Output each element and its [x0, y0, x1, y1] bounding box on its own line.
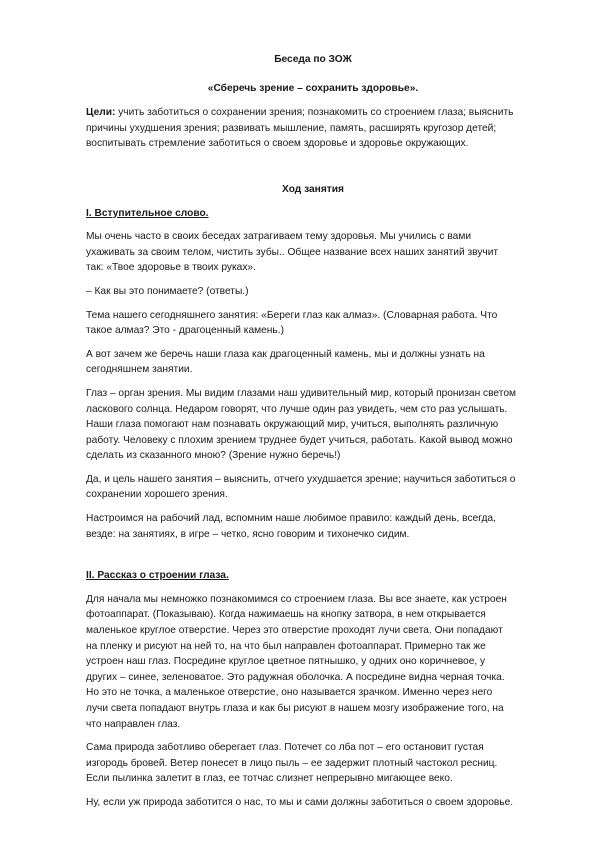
paragraph: Для начала мы немножко познакомимся со строением глаза. Вы все знаете, как устроен фотоаппарат. (Показываю). Когда нажимаешь на кнопку затвора, в нем открывается маленькое круглое отверстие. Через это отверстие проходят лучи света. Они попадают на пленку и рисуют на ней то, на что был направлен фотоаппарат. Примерно так же устроен наш глаз. Посредине круглое цветное пятнышко, у одних оно коричневое, у других – синее, зеленоватое. Это радужная оболочка. А посредине видна черная точка. Но это не точка, а маленькое отверстие, оно называется зрачком. Именно через него лучи света попадают внутрь глаза и как бы рисуют в нашем мозгу изображение того, на что направлен глаз. [86, 593, 507, 730]
paragraph: Да, и цель нашего занятия – выяснить, отчего ухудшается зрение; научиться заботиться о сохранении хорошего зрения. [86, 473, 516, 501]
section-title-eye-structure: II. Рассказ о строении глаза. [86, 570, 229, 582]
paragraph: Сама природа заботливо оберегает глаз. Потечет со лба пот – его остановит густая изгородь бровей. Ветер понесет в лицо пыль – ее задержит плотный частокол ресниц. Если пылинка залетит в глаз, ее тотчас слизнет непрерывно мигающее веко. [86, 742, 498, 785]
document-title: Беседа по ЗОЖ [274, 54, 352, 65]
section-title-intro: I. Вступительное слово. [86, 207, 209, 219]
document-subtitle: «Сберечь зрение – сохранить здоровье». [207, 82, 419, 94]
paragraph: Настроимся на рабочий лад, вспомним наше любимое правило: каждый день, всегда, везде: на занятиях, в игре – четко, ясно говорим и тихонечко сидим. [86, 513, 496, 540]
goals-label: Цели: [86, 107, 116, 119]
paragraph: Глаз – орган зрения. Мы видим глазами наш удивительный мир, который пронизан светом ласкового солнца. Недаром говорят, что лучше один раз увидеть, чем сто раз услышать. Наши глаза помогают нам познавать окружающий мир, учиться, выполнять различную работу. Человеку с плохим зрением труднее будет учиться, работать. Какой вывод можно сделать из сказанного мною? (Зрение нужно беречь!) [86, 387, 516, 462]
paragraph: Ну, если уж природа заботится о нас, то мы и сами должны заботиться о своем здоровье. [86, 796, 514, 808]
goals-paragraph [86, 105, 516, 152]
lesson-heading: Ход занятия [282, 183, 344, 195]
goals-text: учить заботиться о сохранении зрения; познакомить со строением глаза; выяснить причины ухудшения зрения; развивать мышление, память, расширять кругозор детей; воспитывать стремление заботиться о своем здоровье и здоровье окружающих. [86, 107, 514, 150]
document-page [86, 52, 516, 819]
paragraph: Тема нашего сегодняшнего занятия: «Береги глаз как алмаз». (Словарная работа. Что такое алмаз? Это - драгоценный камень.) [86, 309, 498, 337]
paragraph: – Как вы это понимаете? (ответы.) [86, 285, 249, 297]
paragraph: Мы очень часто в своих беседах затрагиваем тему здоровья. Мы учились с вами ухаживать за своим телом, чистить зубы.. Общее название всех наших занятий звучит так: «Твое здоровье в твоих руках». [86, 231, 499, 274]
paragraph: А вот зачем же беречь наши глаза как драгоценный камень, мы и должны узнать на сегодняшнем занятии. [86, 348, 485, 376]
